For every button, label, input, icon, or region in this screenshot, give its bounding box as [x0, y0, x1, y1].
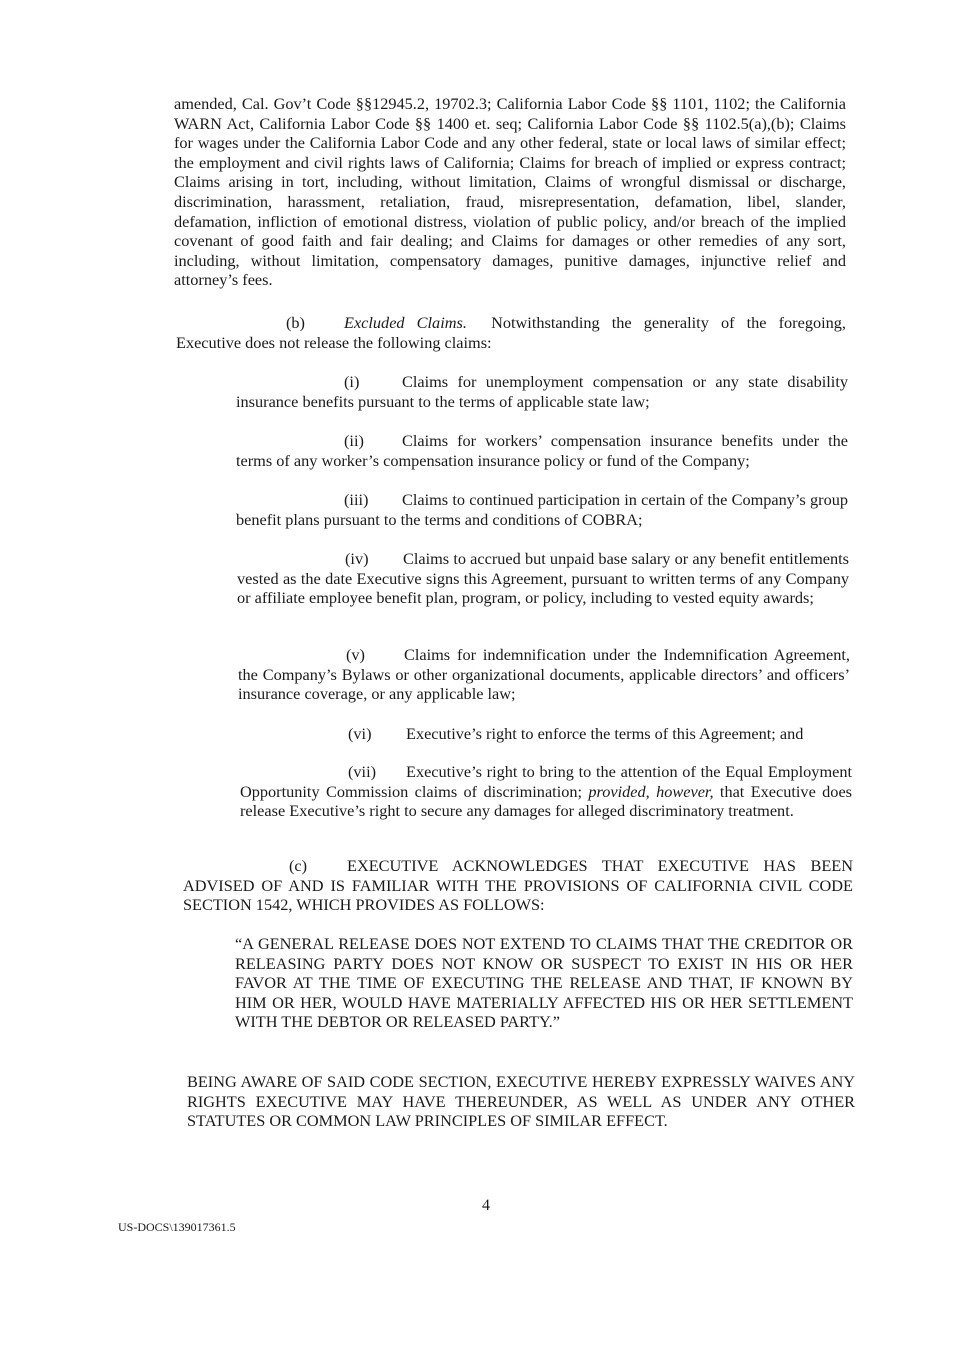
- page-number: 4: [482, 1197, 490, 1214]
- item-number: (v): [346, 645, 365, 664]
- waiver-paragraph: BEING AWARE OF SAID CODE SECTION, EXECUTIVE HEREBY EXPRESSLY WAIVES ANY RIGHTS EXECUTIVE MAY HAVE THEREUNDER, AS WELL AS UNDER ANY OTHER STATUTES OR COMMON LAW PRINCIPLES OF SIMILAR EFFECT.: [187, 1072, 855, 1131]
- item-number: (vi): [348, 724, 372, 743]
- item-emphasis: provided, however,: [588, 781, 714, 801]
- item-text: Claims to accrued but unpaid base salary or any benefit entitlements vested as the date Executive signs this Agreement, pursuant to written terms of any Company or affiliate employee benefit plan, program, or policy, including to vested equity awards;: [237, 549, 849, 608]
- item-text: Claims for unemployment compensation or any state disability insurance benefits pursuant to the terms of applicable state law;: [236, 372, 848, 411]
- item-text: Claims for indemnification under the Indemnification Agreement, the Company’s Bylaws or other organizational documents, applicable directors’ and officers’ insurance coverage, or any applicable law;: [238, 645, 850, 704]
- item-text-continued: that Executive does release Executive’s right to secure any damages for alleged discriminatory treatment.: [240, 781, 853, 821]
- item-number: (vii): [348, 762, 377, 781]
- section-b-paragraph: [176, 313, 846, 352]
- section-b-label: (b): [286, 313, 305, 332]
- item-vii: [240, 762, 852, 821]
- civil-code-quote: “A GENERAL RELEASE DOES NOT EXTEND TO CLAIMS THAT THE CREDITOR OR RELEASING PARTY DOES NOT KNOW OR SUSPECT TO EXIST IN HIS OR HER FAVOR AT THE TIME OF EXECUTING THE RELEASE AND THAT, IF KNOWN BY HIM OR HER, WOULD HAVE MATERIALLY AFFECTED HIS OR HER SETTLEMENT WITH THE DEBTOR OR RELEASED PARTY.”: [235, 934, 853, 1032]
- item-text: Executive’s right to bring to the attention of the Equal Employment Opportunity Commission claims of discrimination;: [240, 762, 852, 801]
- section-c-label: (c): [289, 856, 308, 875]
- section-c-paragraph: [183, 856, 853, 915]
- item-vi: [240, 724, 852, 744]
- item-number: (ii): [344, 431, 364, 450]
- section-c-text: EXECUTIVE ACKNOWLEDGES THAT EXECUTIVE HAS BEEN ADVISED OF AND IS FAMILIAR WITH THE PROVISIONS OF CALIFORNIA CIVIL CODE SECTION 1542, WHICH PROVIDES AS FOLLOWS:: [183, 856, 853, 915]
- item-text: Executive’s right to enforce the terms of this Agreement; and: [406, 724, 804, 743]
- item-iii: [236, 490, 848, 529]
- section-b-heading: Excluded Claims.: [344, 313, 467, 332]
- item-ii: [236, 431, 848, 470]
- item-i: [236, 372, 848, 411]
- section-b-text: Notwithstanding the generality of the foregoing, Executive does not release the following claims:: [176, 313, 846, 352]
- document-id: US-DOCS\139017361.5: [118, 1220, 236, 1234]
- item-iv: [237, 549, 849, 608]
- item-number: (iv): [345, 549, 369, 568]
- item-number: (iii): [344, 490, 369, 509]
- item-v: [238, 645, 850, 704]
- item-text: Claims for workers’ compensation insurance benefits under the terms of any worker’s compensation insurance policy or fund of the Company;: [236, 431, 848, 470]
- item-number: (i): [344, 372, 360, 391]
- item-text: Claims to continued participation in certain of the Company’s group benefit plans pursuant to the terms and conditions of COBRA;: [236, 490, 848, 529]
- paragraph-a-continued: amended, Cal. Gov’t Code §§12945.2, 19702.3; California Labor Code §§ 1101, 1102; the California WARN Act, California Labor Code §§ 1400 et. seq; California Labor Code §§ 1102.5(a),(b); Claims for wages under the California Labor Code and any other federal, state or local laws of similar effect; the employment and civil rights laws of California; Claims for breach of implied or express contract; Claims arising in tort, including, without limitation, Claims of wrongful dismissal or discharge, discrimination, harassment, retaliation, fraud, misrepresentation, defamation, libel, slander, defamation, infliction of emotional distress, violation of public policy, and/or breach of the implied covenant of good faith and fair dealing; and Claims for damages or other remedies of any sort, including, without limitation, compensatory damages, punitive damages, injunctive relief and attorney’s fees.: [174, 94, 846, 290]
